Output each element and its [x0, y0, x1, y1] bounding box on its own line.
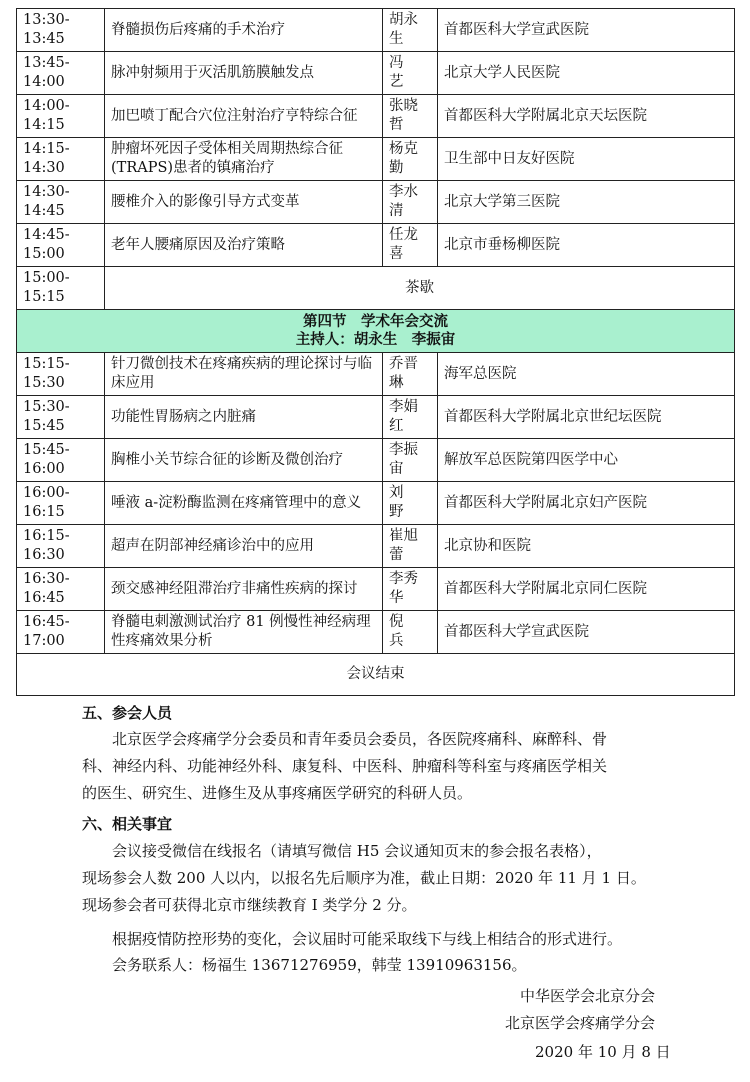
topic-cell: 颈交感神经阻滞治疗非痛性疾病的探讨 — [105, 568, 383, 611]
speaker-cell: 李振宙 — [383, 439, 438, 482]
table-row — [17, 482, 735, 525]
table-row — [17, 181, 735, 224]
topic-cell: 肿瘤坏死因子受体相关周期热综合征(TRAPS)患者的镇痛治疗 — [105, 138, 383, 181]
paragraph-line: 现场参会人数 200 人以内，以报名先后顺序为准，截止日期：2020 年 11 月 1 日。 — [82, 869, 646, 887]
speaker-cell: 任龙喜 — [383, 224, 438, 267]
institution-cell: 首都医科大学附属北京妇产医院 — [438, 482, 735, 525]
time-cell: 14:15-14:30 — [17, 138, 105, 181]
topic-cell: 胸椎小关节综合征的诊断及微创治疗 — [105, 439, 383, 482]
speaker-cell: 冯 艺 — [383, 52, 438, 95]
institution-cell: 首都医科大学附属北京天坛医院 — [438, 95, 735, 138]
section-title: 第四节 学术年会交流 — [303, 313, 448, 330]
topic-cell: 脉冲射频用于灭活肌筋膜触发点 — [105, 52, 383, 95]
institution-cell: 北京市垂杨柳医院 — [438, 224, 735, 267]
time-cell: 14:00-14:15 — [17, 95, 105, 138]
time-cell: 15:45-16:00 — [17, 439, 105, 482]
institution-cell: 解放军总医院第四医学中心 — [438, 439, 735, 482]
section-header-row — [17, 310, 735, 353]
section-hosts: 主持人：胡永生 李振宙 — [295, 331, 456, 348]
paragraph-line: 的医生、研究生、进修生及从事疼痛医学研究的科研人员。 — [82, 784, 473, 802]
speaker-cell: 李秀华 — [383, 568, 438, 611]
topic-cell: 腰椎介入的影像引导方式变革 — [105, 181, 383, 224]
topic-cell: 超声在阴部神经痛诊治中的应用 — [105, 525, 383, 568]
table-row — [17, 95, 735, 138]
time-cell: 16:15-16:30 — [17, 525, 105, 568]
time-cell: 16:30-16:45 — [17, 568, 105, 611]
paragraph-line: 科、神经内科、功能神经外科、康复科、中医科、肿瘤科等科室与疼痛医学相关 — [82, 757, 608, 775]
table-row — [17, 353, 735, 396]
table-row — [17, 9, 735, 52]
time-cell: 14:45-15:00 — [17, 224, 105, 267]
speaker-cell: 杨克勤 — [383, 138, 438, 181]
table-row — [17, 568, 735, 611]
table-row — [17, 439, 735, 482]
signature-org-2: 北京医学会疼痛学分会 — [505, 1014, 656, 1032]
institution-cell: 北京协和医院 — [438, 525, 735, 568]
table-row — [17, 611, 735, 654]
speaker-cell: 倪 兵 — [383, 611, 438, 654]
time-cell: 16:45-17:00 — [17, 611, 105, 654]
time-cell: 13:45-14:00 — [17, 52, 105, 95]
topic-cell: 针刀微创技术在疼痛疾病的理论探讨与临床应用 — [105, 353, 383, 396]
signature-date: 2020 年 10 月 8 日 — [535, 1043, 671, 1061]
institution-cell: 北京大学第三医院 — [438, 181, 735, 224]
topic-cell: 脊髓损伤后疼痛的手术治疗 — [105, 9, 383, 52]
topic-cell: 加巴喷丁配合穴位注射治疗亨特综合征 — [105, 95, 383, 138]
break-label: 茶歇 — [105, 267, 735, 310]
institution-cell: 首都医科大学宣武医院 — [438, 9, 735, 52]
time-cell: 15:15-15:30 — [17, 353, 105, 396]
table-row — [17, 52, 735, 95]
speaker-cell: 崔旭蕾 — [383, 525, 438, 568]
paragraph-line: 根据疫情防控形势的变化，会议届时可能采取线下与线上相结合的形式进行。 — [112, 930, 623, 948]
closing-row — [17, 654, 735, 696]
topic-cell: 老年人腰痛原因及治疗策略 — [105, 224, 383, 267]
speaker-cell: 胡永生 — [383, 9, 438, 52]
topic-cell: 唾液 a-淀粉酶监测在疼痛管理中的意义 — [105, 482, 383, 525]
break-row — [17, 267, 735, 310]
institution-cell: 海军总医院 — [438, 353, 735, 396]
topic-cell: 功能性胃肠病之内脏痛 — [105, 396, 383, 439]
speaker-cell: 刘 野 — [383, 482, 438, 525]
table-row — [17, 138, 735, 181]
institution-cell: 首都医科大学附属北京世纪坛医院 — [438, 396, 735, 439]
paragraph-line: 会务联系人：杨福生 13671276959，韩莹 13910963156。 — [112, 956, 527, 974]
institution-cell: 卫生部中日友好医院 — [438, 138, 735, 181]
table-row — [17, 525, 735, 568]
table-row — [17, 224, 735, 267]
paragraph-line: 北京医学会疼痛学分会委员和青年委员会委员，各医院疼痛科、麻醉科、骨 — [112, 730, 608, 748]
speaker-cell: 张晓哲 — [383, 95, 438, 138]
table-row — [17, 396, 735, 439]
time-cell: 14:30-14:45 — [17, 181, 105, 224]
time-cell: 13:30-13:45 — [17, 9, 105, 52]
time-cell: 15:00-15:15 — [17, 267, 105, 310]
paragraph-line: 会议接受微信在线报名（请填写微信 H5 会议通知页末的参会报名表格）， — [112, 842, 602, 860]
speaker-cell: 乔晋琳 — [383, 353, 438, 396]
matters-heading: 六、相关事宜 — [82, 815, 173, 833]
topic-cell: 脊髓电刺激测试治疗 81 例慢性神经病理性疼痛效果分析 — [105, 611, 383, 654]
institution-cell: 首都医科大学宣武医院 — [438, 611, 735, 654]
schedule-table — [16, 8, 735, 696]
time-cell: 16:00-16:15 — [17, 482, 105, 525]
institution-cell: 北京大学人民医院 — [438, 52, 735, 95]
signature-org-1: 中华医学会北京分会 — [520, 987, 656, 1005]
speaker-cell: 李娟红 — [383, 396, 438, 439]
participants-heading: 五、参会人员 — [82, 704, 173, 722]
time-cell: 15:30-15:45 — [17, 396, 105, 439]
closing-label: 会议结束 — [17, 654, 735, 696]
paragraph-line: 现场参会者可获得北京市继续教育 I 类学分 2 分。 — [82, 896, 417, 914]
institution-cell: 首都医科大学附属北京同仁医院 — [438, 568, 735, 611]
speaker-cell: 李水清 — [383, 181, 438, 224]
section-header — [17, 310, 735, 353]
